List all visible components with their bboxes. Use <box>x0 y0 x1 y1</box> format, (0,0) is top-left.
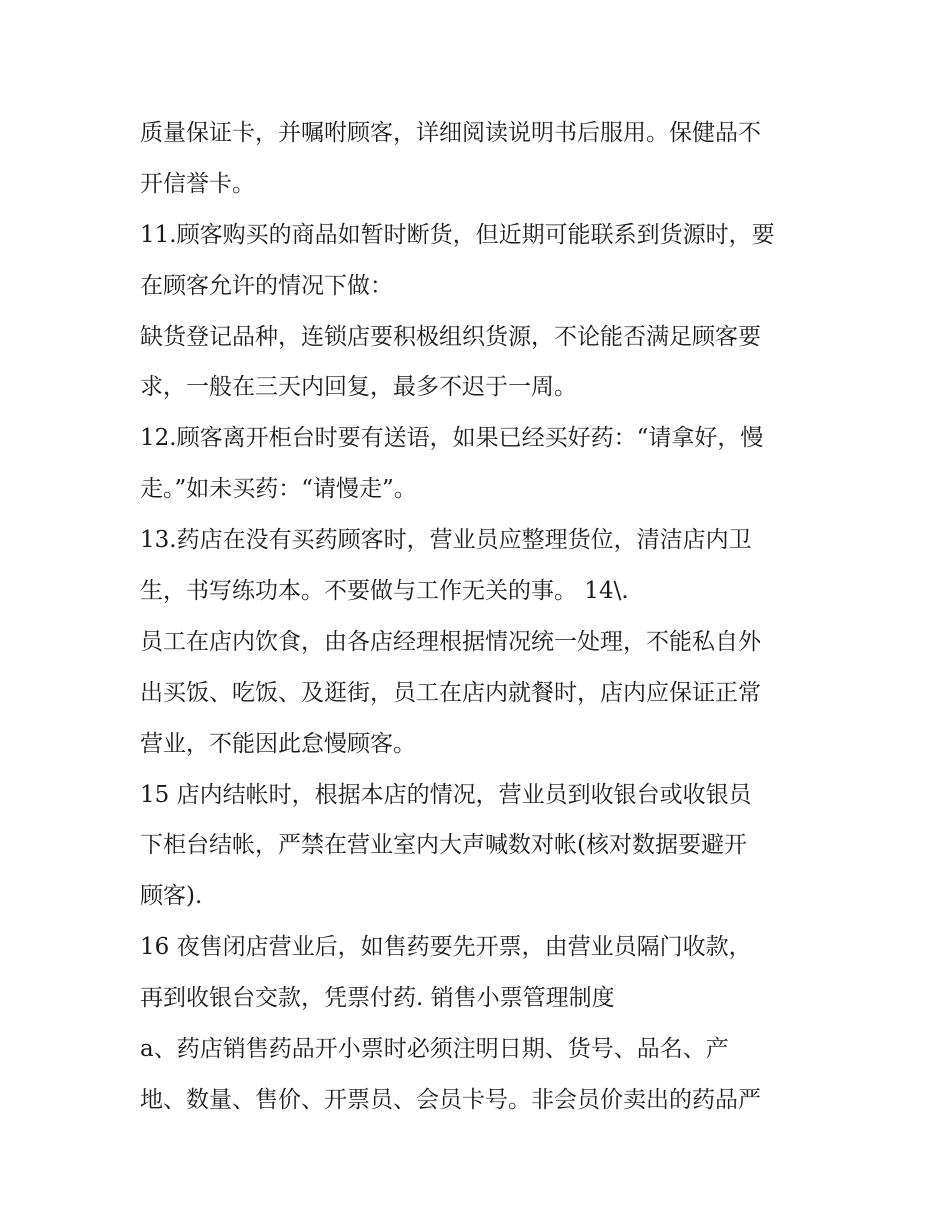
text-line: 开信誉卡。 <box>140 170 255 197</box>
text-line: 16 夜售闭店营业后，如售药要先开票，由营业员隔门收款， <box>140 934 752 961</box>
text-line: 出买饭、吃饭、及逛街，员工在店内就餐时，店内应保证正常 <box>140 679 761 706</box>
text-line: 顾客). <box>140 883 203 910</box>
text-line: 再到收银台交款，凭票付药. 销售小票管理制度 <box>140 985 615 1012</box>
text-line: 下柜台结帐，严禁在营业室内大声喊数对帐(核对数据要避开 <box>140 832 747 859</box>
text-line: 缺货登记品种，连锁店要积极组织货源，不论能否满足顾客要 <box>140 323 761 350</box>
text-line: 员工在店内饮食，由各店经理根据情况统一处理，不能私自外 <box>140 628 761 655</box>
text-line: 生，书写练功本。不要做与工作无关的事。 14\. <box>140 578 629 605</box>
text-line: 走。”如未买药：“请慢走”。 <box>140 476 417 503</box>
text-line: 13.药店在没有买药顾客时，营业员应整理货位，清洁店内卫 <box>140 527 752 554</box>
document-body <box>140 108 820 1126</box>
text-line: 质量保证卡，并嘱咐顾客，详细阅读说明书后服用。保健品不 <box>140 120 761 146</box>
text-line: 营业，不能因此怠慢顾客。 <box>140 730 416 757</box>
text-line: 12.顾客离开柜台时要有送语，如果已经买好药：“请拿好，慢 <box>140 425 764 452</box>
text-line: 11.顾客购买的商品如暂时断货，但近期可能联系到货源时，要 <box>140 221 775 248</box>
text-line: 求，一般在三天内回复，最多不迟于一周。 <box>140 374 577 401</box>
text-line: 地、数量、售价、开票员、会员卡号。非会员价卖出的药品严 <box>140 1086 761 1113</box>
text-line: 在顾客允许的情况下做： <box>140 272 393 299</box>
text-line: 15 店内结帐时，根据本店的情况，营业员到收银台或收银员 <box>140 781 752 808</box>
text-line: a、药店销售药品开小票时必须注明日期、货号、品名、产 <box>140 1036 729 1063</box>
